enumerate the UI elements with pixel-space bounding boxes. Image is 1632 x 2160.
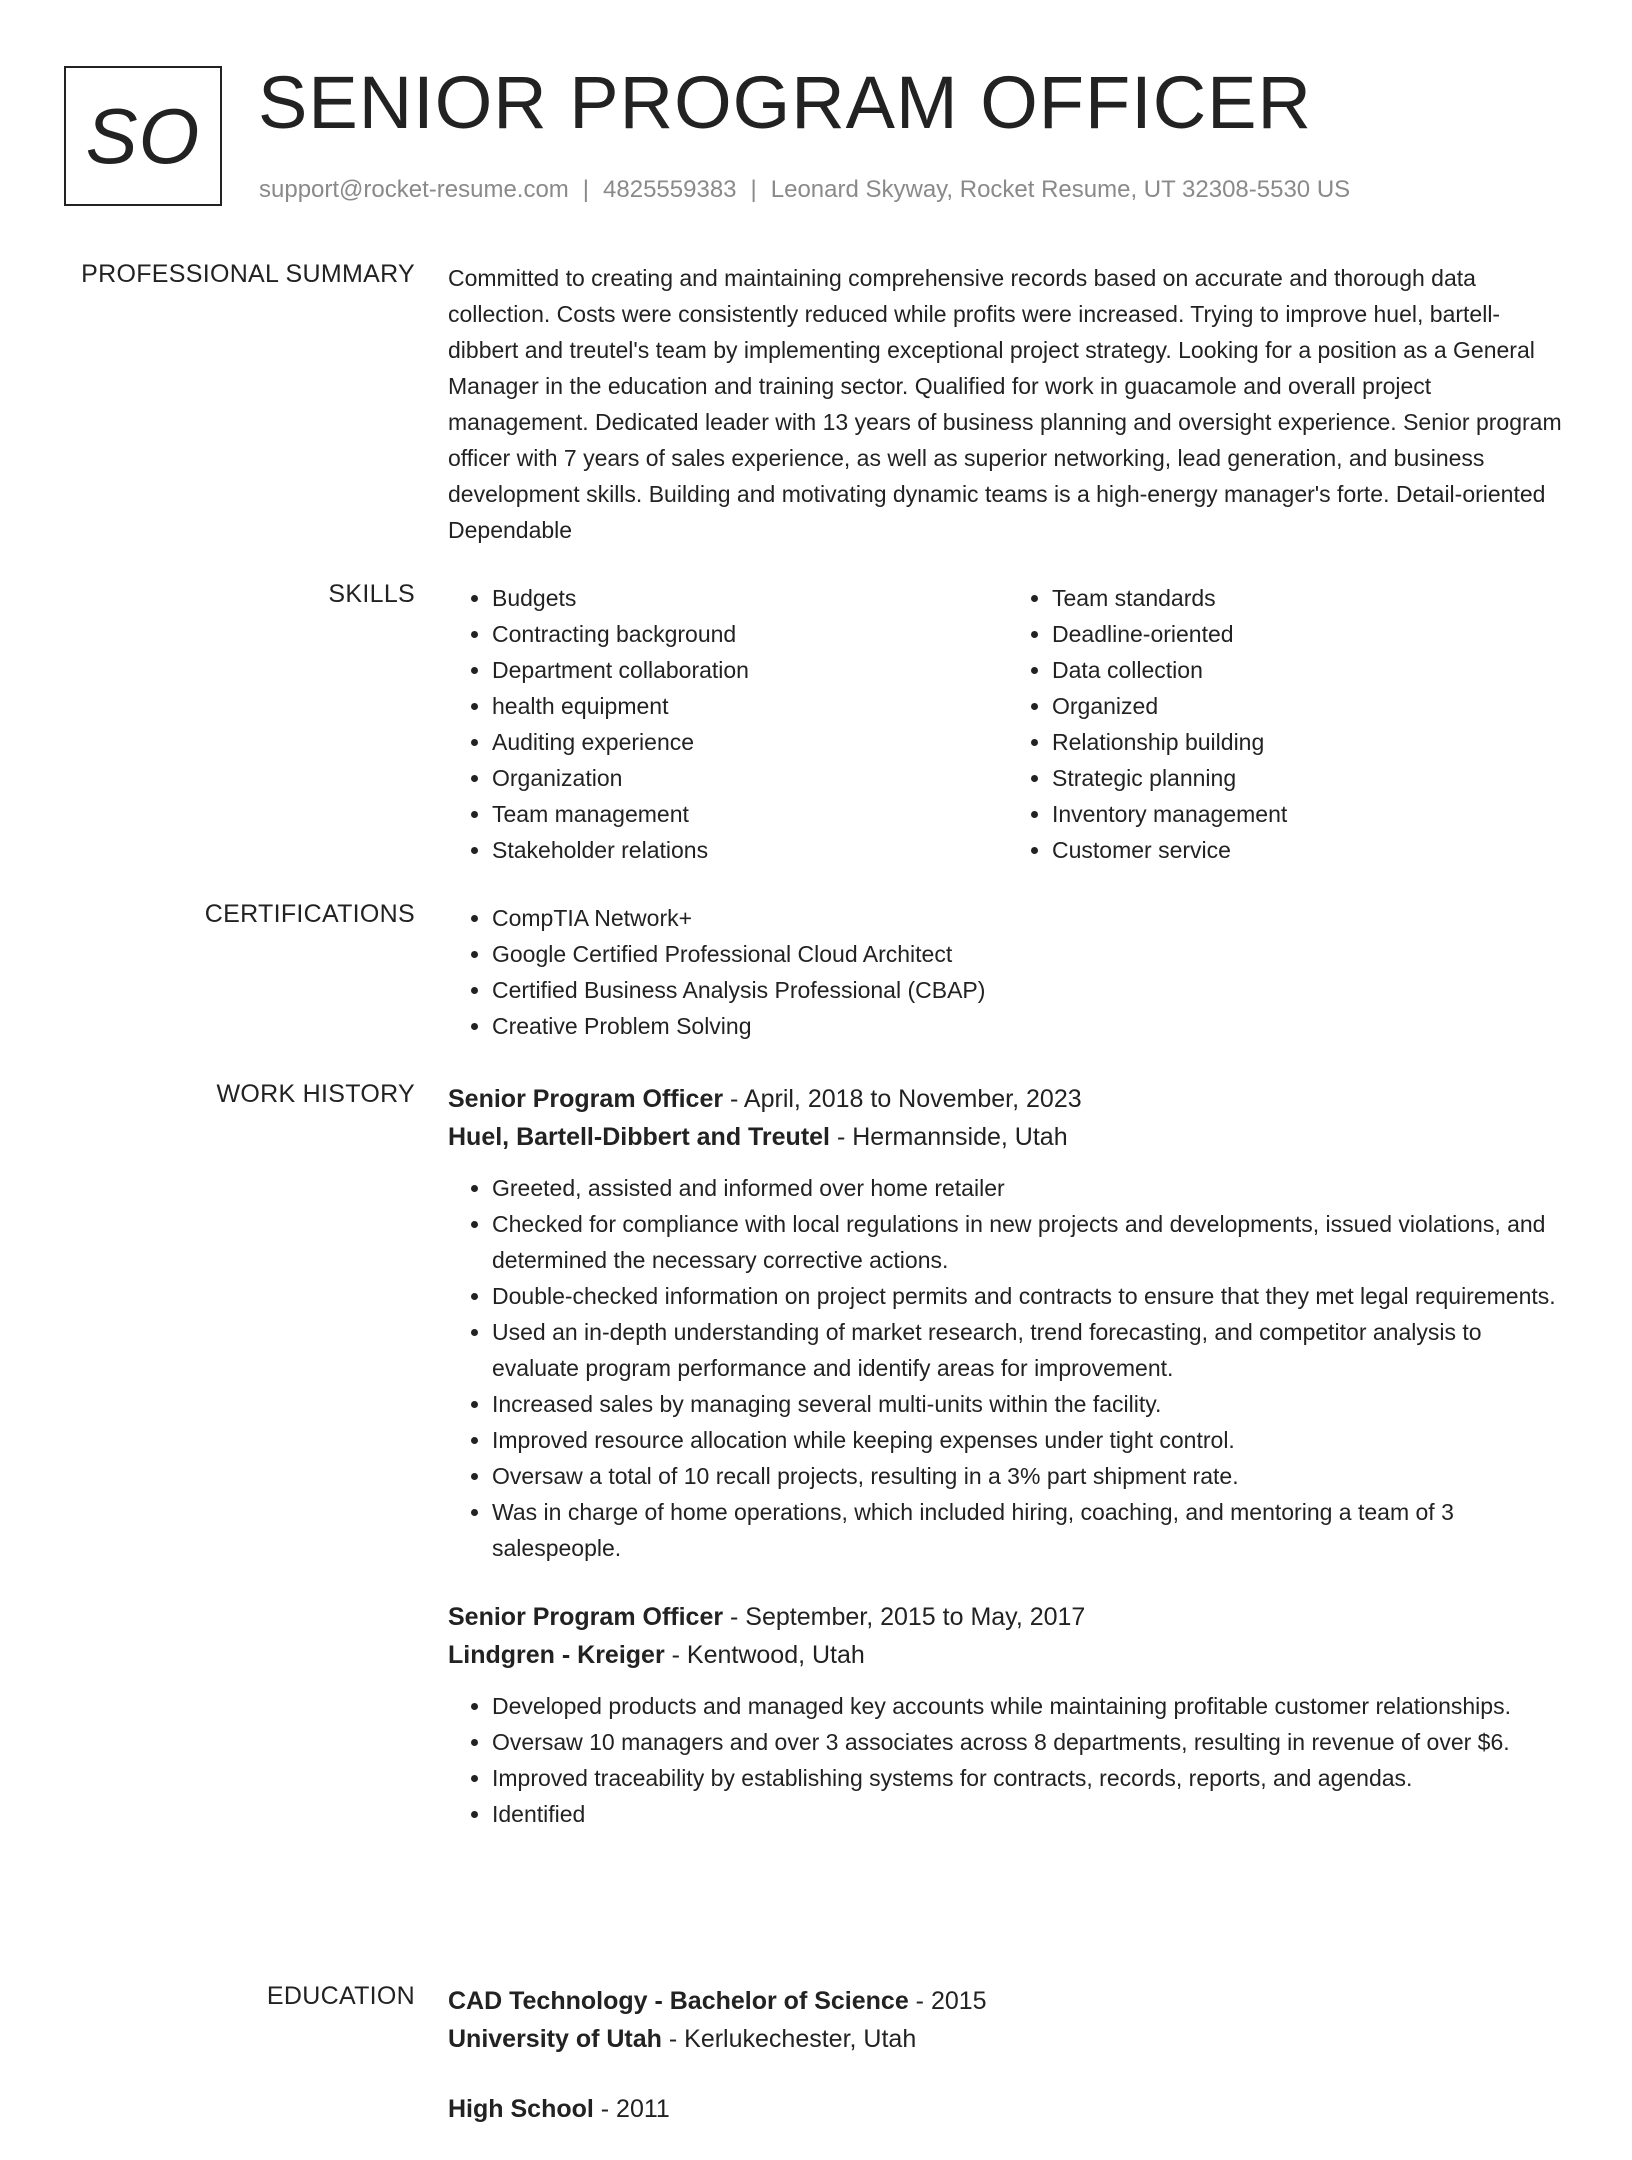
resume-header: [64, 61, 1568, 214]
job-bullet: • Oversaw a total of 10 recall projects, resulting in a 3% part shipment rate.: [492, 1458, 1568, 1494]
job-role: Senior Program Officer: [448, 1085, 724, 1113]
job-bullet: • Developed products and managed key accounts while maintaining profitable customer relationships.: [492, 1688, 1568, 1724]
certification-item: • Creative Problem Solving: [492, 1008, 1568, 1044]
education-entry: [448, 2090, 1568, 2128]
job-bullet: • Double-checked information on project permits and contracts to ensure that they met legal requirements.: [492, 1278, 1568, 1314]
job-bullet: • Used an in-depth understanding of market research, trend forecasting, and competitor analysis to evaluate program performance and identify areas for improvement.: [492, 1314, 1568, 1386]
skill-item: • Budgets: [492, 580, 1008, 616]
skill-item: • Organization: [492, 760, 1008, 796]
job-bullets: [448, 1170, 1568, 1566]
certification-item: • Google Certified Professional Cloud Architect: [492, 936, 1568, 972]
job-bullets: [448, 1688, 1568, 1832]
skill-item: • Stakeholder relations: [492, 832, 1008, 868]
contact-address: Leonard Skyway, Rocket Resume, UT 32308-5530 US: [770, 176, 1351, 203]
job-bullet: • Oversaw 10 managers and over 3 associates across 8 departments, resulting in revenue of over $6.: [492, 1724, 1568, 1760]
job-role: Senior Program Officer: [448, 1603, 724, 1631]
job-bullet: • Improved traceability by establishing systems for contracts, records, reports, and agendas.: [492, 1760, 1568, 1796]
certifications-list: [448, 900, 1568, 1044]
skill-item: • Customer service: [1052, 832, 1568, 868]
job-bullet: • Improved resource allocation while keeping expenses under tight control.: [492, 1422, 1568, 1458]
education-school: University of Utah: [448, 2025, 662, 2053]
skill-item: • Organized: [1052, 688, 1568, 724]
skill-item: • Deadline-oriented: [1052, 616, 1568, 652]
skill-item: • Team standards: [1052, 580, 1568, 616]
job-location: - Kentwood, Utah: [664, 1641, 865, 1669]
contact-separator: |: [750, 176, 757, 203]
education-heading: EDUCATION: [266, 1982, 415, 2010]
certifications-heading: CERTIFICATIONS: [204, 900, 415, 928]
skill-item: • Auditing experience: [492, 724, 1008, 760]
job-company: Lindgren - Kreiger: [448, 1641, 665, 1669]
skills-list-left: [448, 580, 1008, 868]
education-degree: High School: [448, 2095, 594, 2123]
skill-item: • Contracting background: [492, 616, 1008, 652]
job-bullet: • Increased sales by managing several multi-units within the facility.: [492, 1386, 1568, 1422]
skill-item: • Relationship building: [1052, 724, 1568, 760]
education-year: - 2015: [908, 1987, 987, 2015]
job-entry: [448, 1598, 1568, 1832]
education-year: - 2011: [593, 2095, 670, 2123]
certification-item: • CompTIA Network+: [492, 900, 1568, 936]
job-dates: - September, 2015 to May, 2017: [723, 1603, 1086, 1631]
skill-item: • Inventory management: [1052, 796, 1568, 832]
skill-item: • Strategic planning: [1052, 760, 1568, 796]
contact-line: [259, 176, 1350, 204]
skills-list-right: [1008, 580, 1568, 868]
job-bullet: • Greeted, assisted and informed over home retailer: [492, 1170, 1568, 1206]
job-entry: [448, 1080, 1568, 1566]
skill-item: • Data collection: [1052, 652, 1568, 688]
contact-separator: |: [582, 176, 590, 203]
education-entry: [448, 1982, 1568, 2058]
summary-heading: PROFESSIONAL SUMMARY: [81, 260, 415, 288]
skill-item: • Department collaboration: [492, 652, 1008, 688]
job-company: Huel, Bartell-Dibbert and Treutel: [448, 1123, 831, 1151]
skill-item: • health equipment: [492, 688, 1008, 724]
education-location: - Kerlukechester, Utah: [661, 2025, 917, 2053]
job-bullet: • Identified: [492, 1796, 1568, 1832]
certification-item: • Certified Business Analysis Professional (CBAP): [492, 972, 1568, 1008]
skills-heading: SKILLS: [328, 580, 415, 608]
job-location: - Hermannside, Utah: [830, 1123, 1068, 1151]
contact-phone: 4825559383: [603, 176, 737, 203]
skill-item: • Team management: [492, 796, 1008, 832]
monogram-badge: SO: [64, 66, 222, 206]
job-bullet: • Was in charge of home operations, which included hiring, coaching, and mentoring a team of 3 salespeople.: [492, 1494, 1568, 1566]
resume-title: SENIOR PROGRAM OFFICER: [258, 61, 1312, 144]
education-degree: CAD Technology - Bachelor of Science: [448, 1987, 909, 2015]
contact-email: support@rocket-resume.com: [259, 176, 569, 203]
job-bullet: • Checked for compliance with local regulations in new projects and developments, issued violations, and determined the necessary corrective actions.: [492, 1206, 1568, 1278]
job-dates: - April, 2018 to November, 2023: [723, 1085, 1082, 1113]
summary-text: Committed to creating and maintaining comprehensive records based on accurate and thorough data collection. Costs were consistently reduced while profits were increased. Trying to improve huel, bartell-dibbert and treutel's team by implementing exceptional project strategy. Looking for a position as a General Manager in the education and training sector. Qualified for work in guacamole and overall project management. Dedicated leader with 13 years of business planning and oversight experience. Senior program officer with 7 years of sales experience, as well as superior networking, lead generation, and business development skills. Building and motivating dynamic teams is a high-energy manager's forte. Detail-oriented Dependable: [448, 265, 1562, 543]
work-history-heading: WORK HISTORY: [216, 1080, 415, 1108]
